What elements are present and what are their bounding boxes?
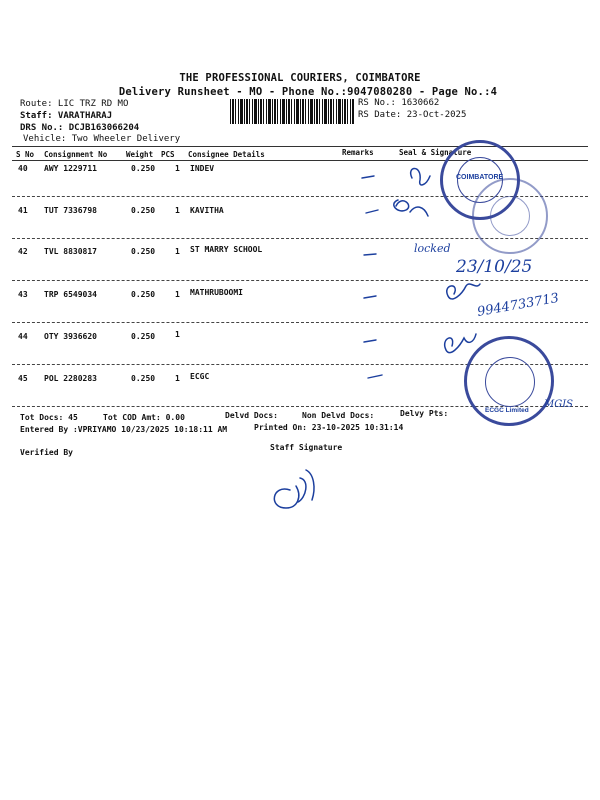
- row-pcs: 1: [175, 206, 180, 215]
- col-remarks: Remarks: [342, 148, 374, 157]
- delivery-points: Delvy Pts:: [400, 409, 449, 418]
- row-divider: [12, 322, 588, 323]
- remark-strokes: [362, 176, 382, 378]
- non-delivered-docs: Non Delvd Docs:: [302, 411, 375, 420]
- row-divider: [12, 280, 588, 281]
- rs-number: RS No.: 1630662: [358, 98, 440, 108]
- row-weight: 0.250: [131, 247, 156, 256]
- handwritten-note: MGIS: [544, 399, 574, 410]
- row-sno: 44: [18, 332, 28, 341]
- indev-stamp-second: [472, 178, 548, 254]
- signature-strokes: [274, 169, 480, 509]
- row-consignment: POL 2280283: [44, 374, 97, 383]
- row-pcs: 1: [175, 164, 180, 173]
- handwritten-date: 23/10/25: [456, 257, 533, 277]
- row-weight: 0.250: [131, 290, 156, 299]
- row-consignee: ST MARRY SCHOOL: [190, 245, 263, 254]
- rs-date: RS Date: 23-Oct-2025: [358, 110, 467, 120]
- handwritten-phone: 9944733713: [476, 290, 561, 320]
- col-weight: Weight: [126, 150, 154, 159]
- row-sno: 41: [18, 206, 28, 215]
- row-consignee: ECGC: [190, 372, 210, 381]
- row-weight: 0.250: [131, 332, 156, 341]
- vehicle-text: Vehicle: Two Wheeler Delivery: [23, 134, 181, 144]
- row-sno: 42: [18, 247, 28, 256]
- route-text: Route: LIC TRZ RD MO: [20, 99, 129, 109]
- row-sno: 45: [18, 374, 28, 383]
- row-consignment: OTY 3936620: [44, 332, 97, 341]
- col-consignment: Consignment No: [44, 150, 108, 159]
- col-pcs: PCS: [161, 150, 175, 159]
- row-pcs: 1: [175, 247, 180, 256]
- row-weight: 0.250: [131, 374, 156, 383]
- runsheet-subtitle: Delivery Runsheet - MO - Phone No.:9047080280 - Page No.:4: [118, 86, 498, 98]
- row-consignment: AWY 1229711: [44, 164, 97, 173]
- printed-on: Printed On: 23-10-2025 10:31:14: [254, 423, 404, 432]
- stamp-text: ECGC Limited: [485, 407, 529, 414]
- company-title: THE PROFESSIONAL COURIERS, COIMBATORE: [179, 72, 421, 84]
- tot-cod-amount: Tot COD Amt: 0.00: [103, 413, 185, 422]
- row-consignment: TRP 6549034: [44, 290, 97, 299]
- col-sno: S No: [16, 150, 35, 159]
- staff-text: Staff: VARATHARAJ: [20, 111, 113, 121]
- col-seal: Seal & Signature: [399, 148, 472, 157]
- verified-by: Verified By: [20, 448, 73, 457]
- row-pcs: 1: [175, 330, 180, 339]
- delivered-docs: Delvd Docs:: [225, 411, 278, 420]
- row-weight: 0.250: [131, 164, 156, 173]
- staff-signature-label: Staff Signature: [270, 443, 343, 452]
- row-consignee: KAVITHA: [190, 206, 224, 215]
- tot-docs: Tot Docs: 45: [20, 413, 78, 422]
- row-consignment: TVL 8830817: [44, 247, 97, 256]
- barcode: [230, 99, 354, 124]
- row-consignment: TUT 7336798: [44, 206, 97, 215]
- row-pcs: 1: [175, 290, 180, 299]
- col-consignee: Consignee Details: [188, 150, 265, 159]
- row-pcs: 1: [175, 374, 180, 383]
- row-sno: 43: [18, 290, 28, 299]
- row-sno: 40: [18, 164, 28, 173]
- drs-number: DRS No.: DCJB163066204: [20, 123, 140, 133]
- handwritten-locked: locked: [414, 242, 451, 255]
- row-consignee: MATHRUBOOMI: [190, 288, 243, 297]
- row-consignee: INDEV: [190, 164, 215, 173]
- row-weight: 0.250: [131, 206, 156, 215]
- ecgc-stamp: [464, 336, 554, 426]
- stamp-text: COIMBATORE: [456, 174, 504, 181]
- entered-by: Entered By :VPRIYAMO 10/23/2025 10:18:11 AM: [20, 425, 228, 434]
